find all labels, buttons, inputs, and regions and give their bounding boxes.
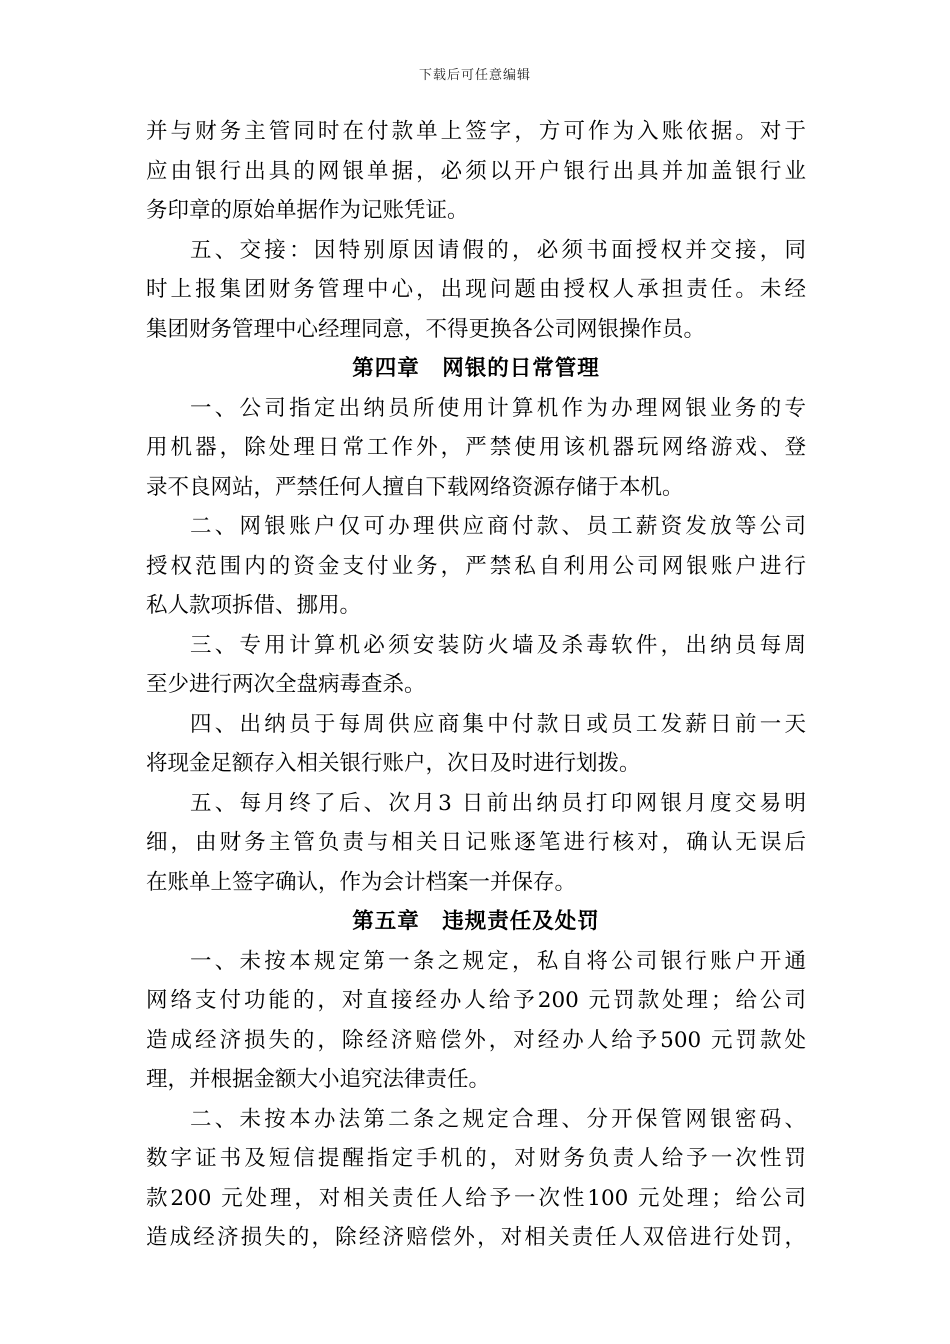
paragraph-line: 造成经济损失的，除经济赔偿外，对经办人给予500 元罚款处: [146, 1027, 806, 1053]
paragraph-line: 集团财务管理中心经理同意，不得更换各公司网银操作员。: [146, 316, 706, 342]
paragraph-line: 授权范围内的资金支付业务，严禁私自利用公司网银账户进行: [146, 553, 806, 579]
paragraph-line: 造成经济损失的，除经济赔偿外，对相关责任人双倍进行处罚，: [146, 1225, 806, 1250]
paragraph-line: 私人款项拆借、挪用。: [146, 593, 362, 618]
paragraph-line: 至少进行两次全盘病毒查杀。: [146, 672, 426, 697]
paragraph-line: 细，由财务主管负责与相关日记账逐笔进行核对，确认无误后: [146, 830, 806, 855]
paragraph-line: 并与财务主管同时在付款单上签字，方可作为入账依据。对于: [146, 119, 806, 144]
paragraph-line: 录不良网站，严禁任何人擅自下载网络资源存储于本机。: [146, 474, 684, 500]
paragraph-line: 二、未按本办法第二条之规定合理、分开保管网银密码、: [190, 1106, 806, 1132]
paragraph-line: 时上报集团财务管理中心，出现问题由授权人承担责任。未经: [146, 277, 806, 302]
paragraph-line: 四、出纳员于每周供应商集中付款日或员工发薪日前一天: [190, 711, 806, 737]
paragraph-line: 理，并根据金额大小追究法律责任。: [146, 1067, 491, 1092]
chapter-heading: 第五章 违规责任及处罚: [352, 909, 600, 934]
paragraph-line: 一、公司指定出纳员所使用计算机作为办理网银业务的专: [190, 395, 806, 421]
paragraph-line: 三、专用计算机必须安装防火墙及杀毒软件，出纳员每周: [190, 632, 806, 658]
paragraph-line: 应由银行出具的网银单据，必须以开户银行出具并加盖银行业: [146, 158, 806, 184]
paragraph-line: 二、网银账户仅可办理供应商付款、员工薪资发放等公司: [190, 514, 806, 539]
paragraph-line: 网络支付功能的，对直接经办人给予200 元罚款处理；给公司: [146, 988, 806, 1013]
paragraph-line: 将现金足额存入相关银行账户，次日及时进行划拨。: [146, 751, 641, 776]
paragraph-line: 款200 元处理，对相关责任人给予一次性100 元处理；给公司: [146, 1185, 806, 1211]
paragraph-line: 五、交接：因特别原因请假的，必须书面授权并交接，同: [190, 237, 806, 263]
document-body: [146, 112, 806, 1258]
paragraph-line: 数字证书及短信提醒指定手机的，对财务负责人给予一次性罚: [146, 1146, 806, 1171]
paragraph-line: 五、每月终了后、次月3 日前出纳员打印网银月度交易明: [190, 790, 806, 816]
paragraph-line: 用机器，除处理日常工作外，严禁使用该机器玩网络游戏、登: [146, 435, 806, 460]
page-header-note: 下载后可任意编辑: [418, 68, 531, 83]
paragraph-line: 一、未按本规定第一条之规定，私自将公司银行账户开通: [190, 948, 806, 974]
paragraph-line: 务印章的原始单据作为记账凭证。: [146, 198, 469, 223]
paragraph-line: 在账单上签字确认，作为会计档案一并保存。: [146, 869, 577, 895]
chapter-heading: 第四章 网银的日常管理: [352, 356, 600, 381]
